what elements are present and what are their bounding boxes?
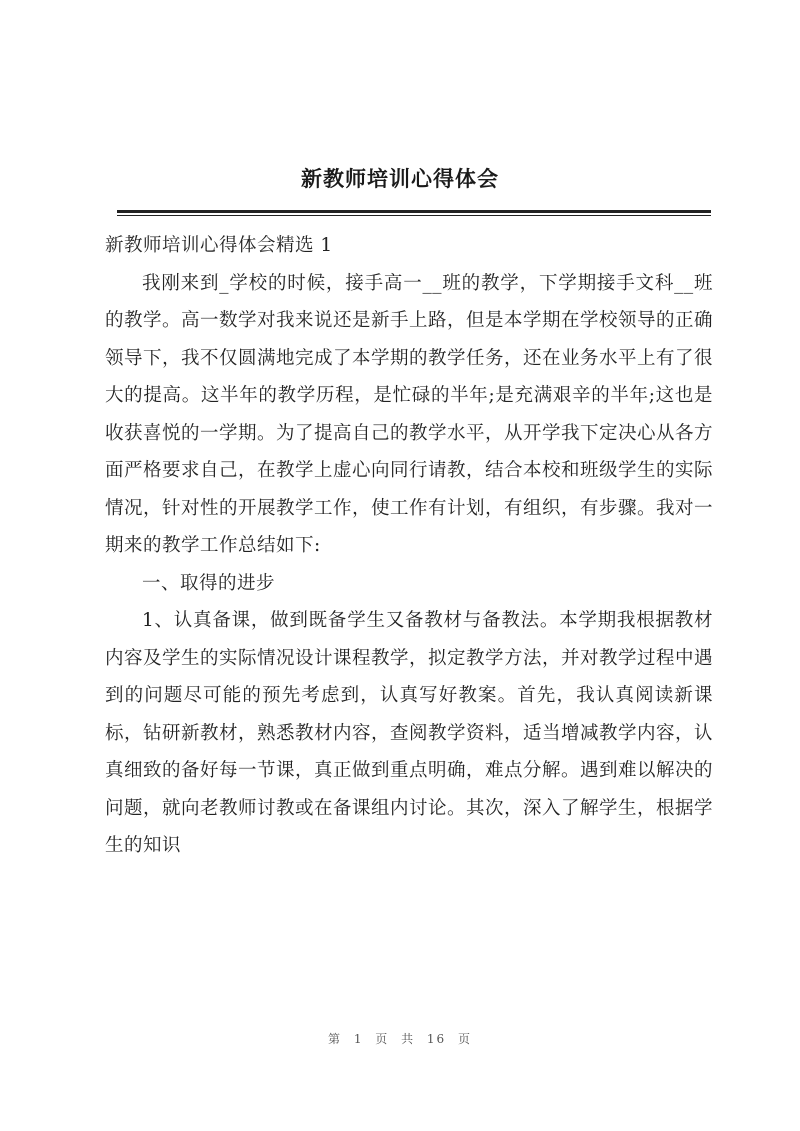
title-divider-thin	[117, 215, 711, 216]
document-body	[105, 227, 713, 865]
section-heading: 新教师培训心得体会精选 1	[105, 235, 333, 256]
subheading-progress: 一、取得的进步	[142, 572, 276, 594]
page-footer: 第 1 页 共 16 页	[328, 1032, 472, 1046]
document-title: 新教师培训心得体会	[301, 166, 499, 191]
title-divider-thick	[117, 210, 711, 213]
paragraph-intro: 我刚来到_学校的时候，接手高一__班的教学，下学期接手文科__班的教学。高一数学对我来说还是新手上路，但是本学期在学校领导的正确领导下，我不仅圆满地完成了本学期的教学任务，还在业务水平上有了很大的提高。这半年的教学历程，是忙碌的半年;是充满艰辛的半年;这也是收获喜悦的一学期。为了提高自己的教学水平，从开学我下定决心从各方面严格要求自己，在教学上虚心向同行请教，结合本校和班级学生的实际情况，针对性的开展教学工作，使工作有计划，有组织，有步骤。我对一期来的教学工作总结如下:	[105, 272, 714, 556]
paragraph-preparation: 1、认真备课，做到既备学生又备教材与备教法。本学期我根据教材内容及学生的实际情况设计课程教学，拟定教学方法，并对教学过程中遇到的问题尽可能的预先考虑到，认真写好教案。首先，我认真阅读新课标，钻研新教材，熟悉教材内容，查阅教学资料，适当增减教学内容，认真细致的备好每一节课，真正做到重点明确，难点分解。遇到难以解决的问题，就向老教师讨教或在备课组内讨论。其次，深入了解学生，根据学生的知识	[105, 610, 714, 856]
